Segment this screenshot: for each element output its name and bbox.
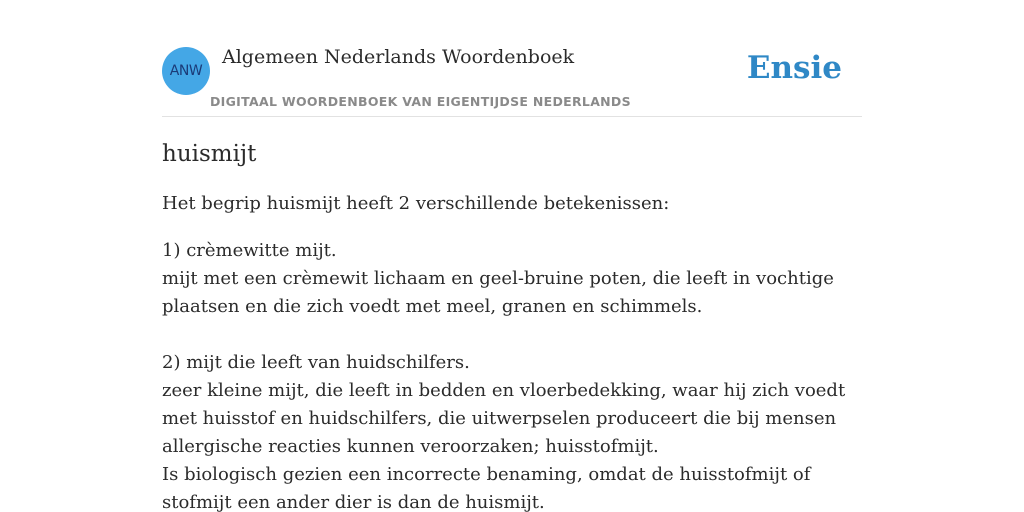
site-header [162, 40, 862, 117]
anw-logo[interactable]: ANW [162, 47, 210, 95]
entry-intro: Het begrip huismijt heeft 2 verschillende betekenissen: [162, 193, 670, 214]
meaning-item [162, 349, 862, 512]
ensie-brand-link[interactable]: Ensie [746, 50, 842, 86]
site-title[interactable]: Algemeen Nederlands Woordenboek [222, 46, 575, 68]
meaning-title: 1) crèmewitte mijt. [162, 240, 337, 261]
meaning-title: 2) mijt die leeft van huidschilfers. [162, 352, 470, 373]
meaning-definition: mijt met een crèmewit lichaam en geel-bruine poten, die leeft in vochtige plaatsen en die zich voedt met meel, granen en schimmels. [162, 268, 834, 317]
site-tagline: DIGITAAL WOORDENBOEK VAN EIGENTIJDSE NEDERLANDS [210, 94, 631, 109]
meaning-item [162, 237, 862, 321]
meaning-definition: zeer kleine mijt, die leeft in bedden en vloerbedekking, waar hij zich voedt met huisstof en huidschilfers, die uitwerpselen produceert die bij mensen allergische reacties kunnen veroorzaken; huisstofmijt. [162, 380, 846, 457]
entry-content [162, 138, 862, 512]
meaning-note: Is biologisch gezien een incorrecte benaming, omdat de huisstofmijt of stofmijt een ander dier is dan de huismijt. [162, 464, 811, 512]
entry-headword: huismijt [162, 141, 257, 167]
meanings-list [162, 237, 862, 512]
